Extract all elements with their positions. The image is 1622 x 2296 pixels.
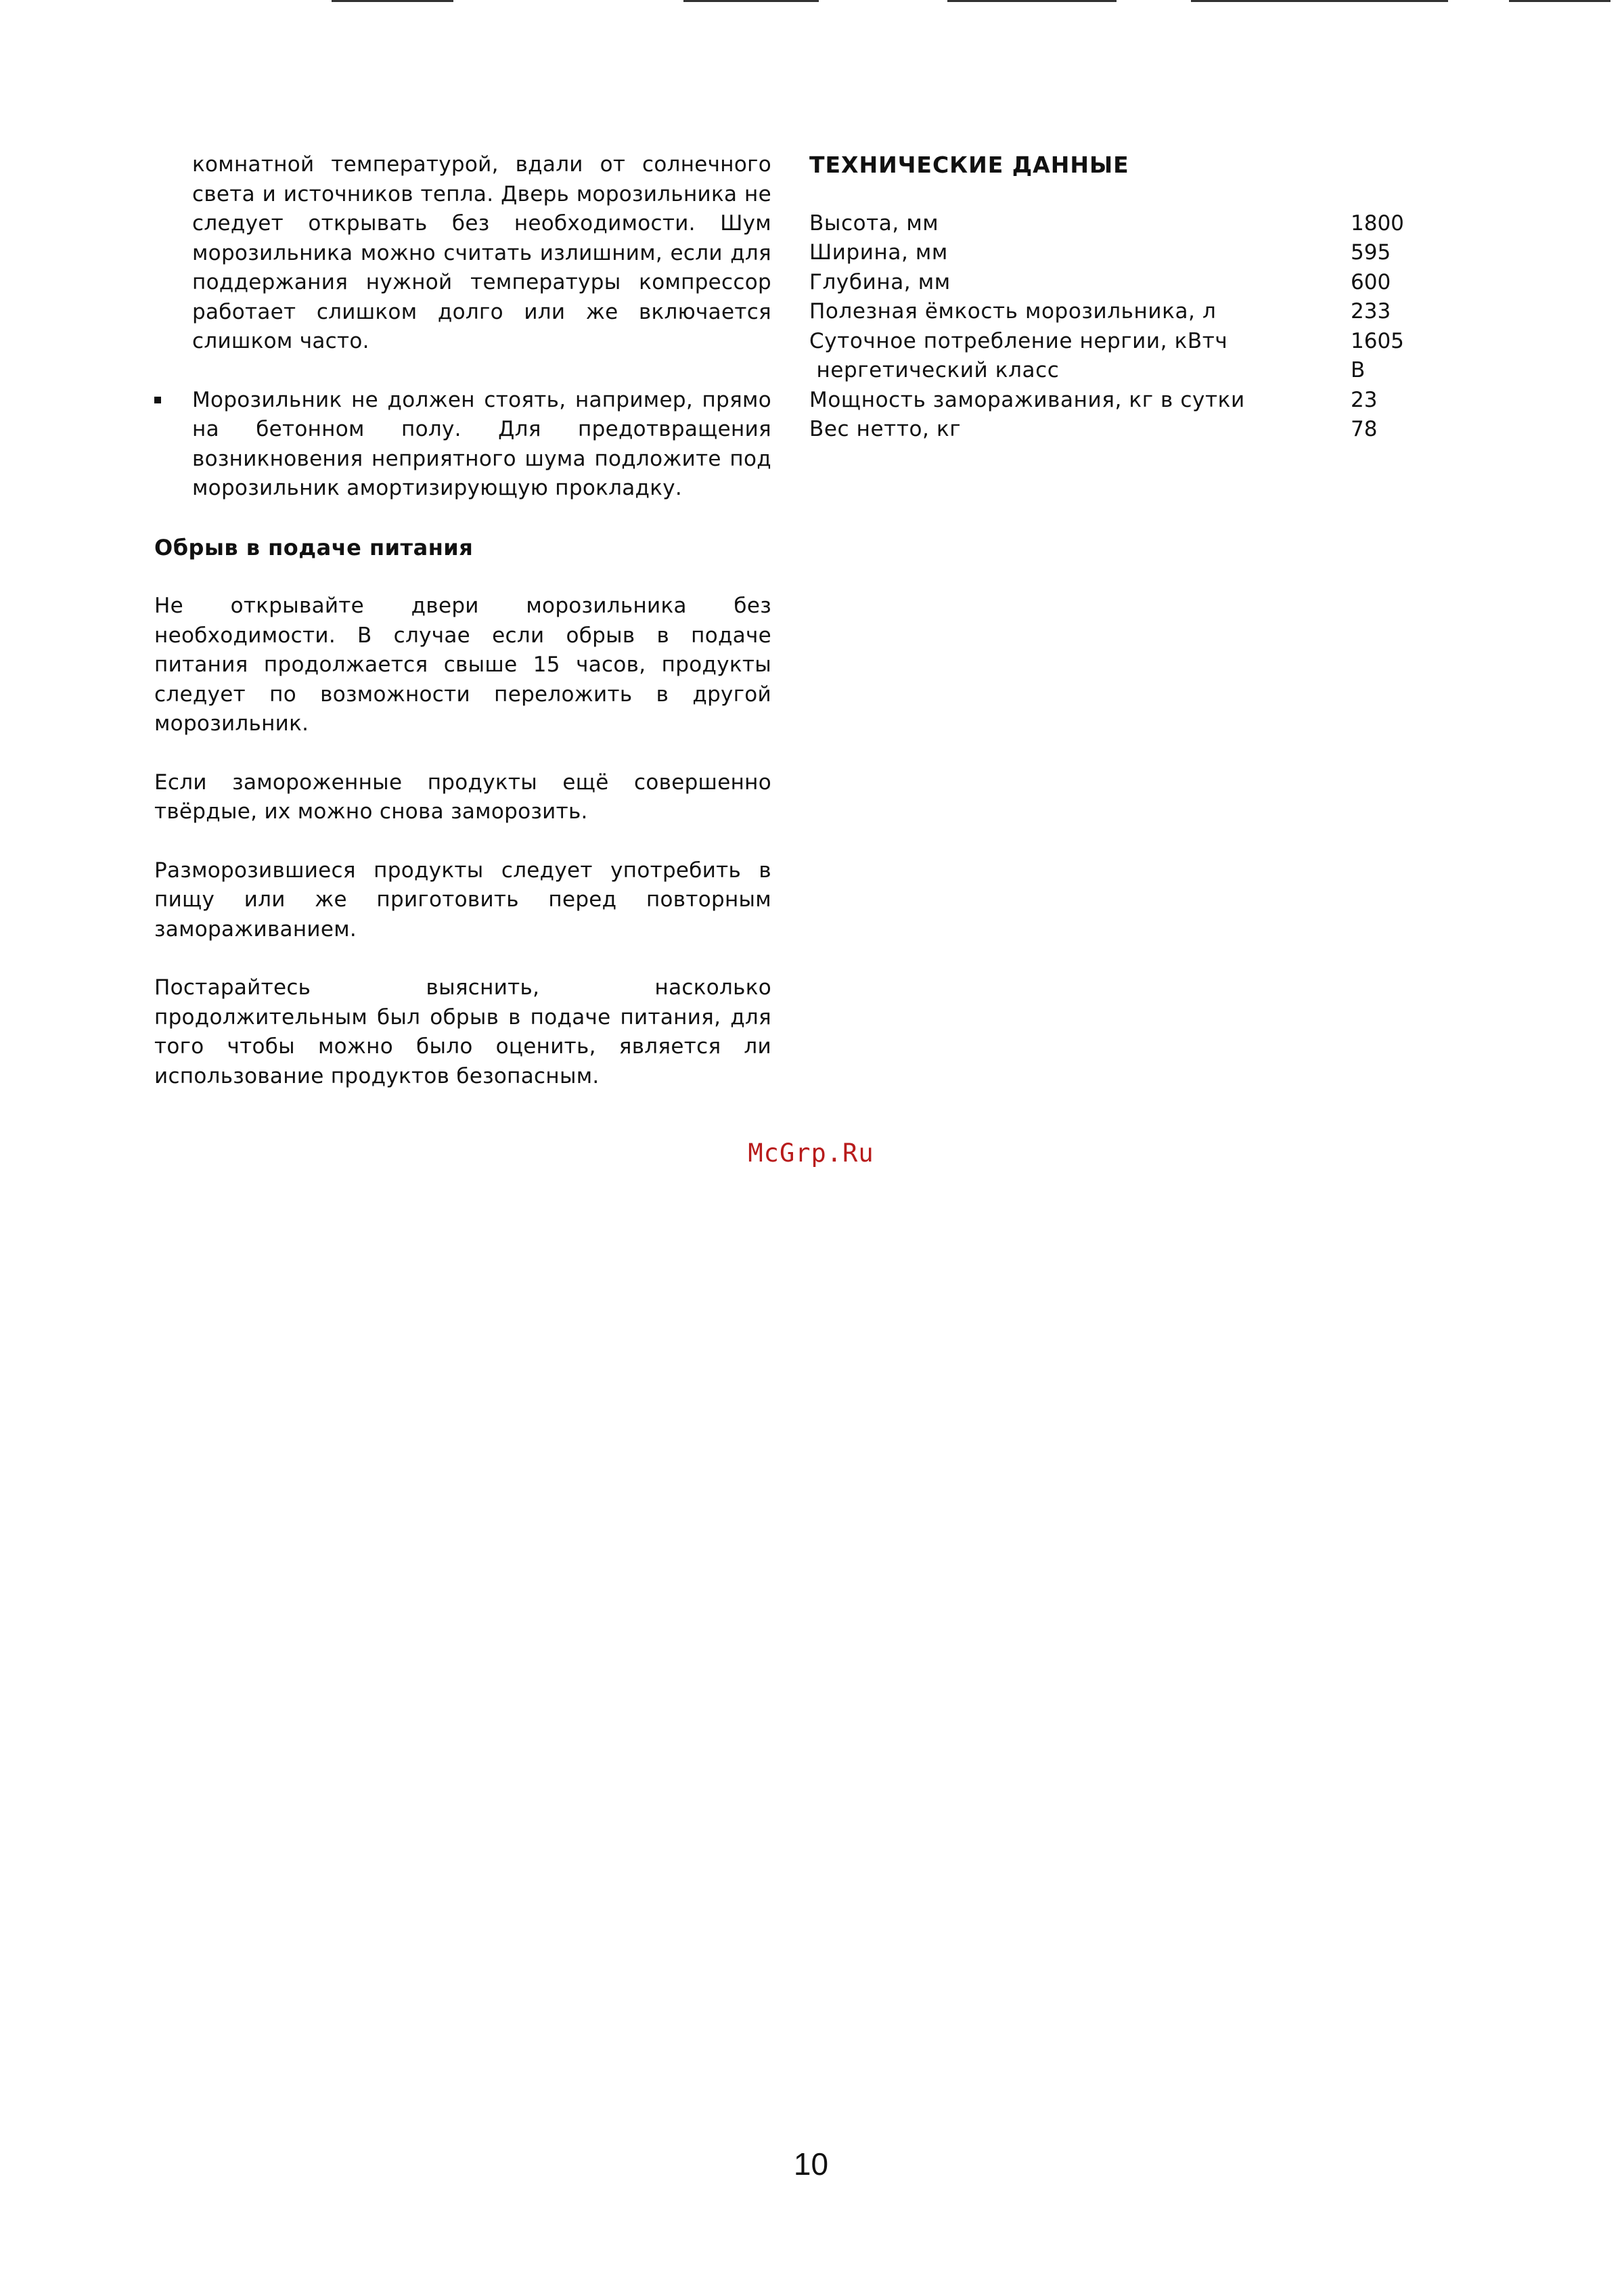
spec-value: 78 xyxy=(1351,417,1378,441)
spec-label: Высота, мм xyxy=(809,211,939,236)
power-failure-paragraph-3: Разморозившиеся продукты следует употребить в пищу или же приготовить перед повторным замораживанием. xyxy=(154,858,771,942)
spec-row xyxy=(809,238,1418,268)
bullet-icon xyxy=(154,397,161,403)
spec-value: 23 xyxy=(1351,387,1378,412)
spec-value: 600 xyxy=(1351,269,1391,294)
spec-value: B xyxy=(1351,358,1366,382)
spec-value: 595 xyxy=(1351,240,1391,265)
spec-label: Мощность замораживания, кг в сутки xyxy=(809,387,1245,412)
spec-label: Суточное потребление нергии, кВтч xyxy=(809,328,1228,353)
power-failure-paragraph-1: Не открывайте двери морозильника без необходимости. В случае если обрыв в подаче питания продолжается свыше 15 часов, продукты следует по возможности переложить в другой морозильник. xyxy=(154,594,771,736)
spec-row xyxy=(809,386,1418,416)
bullet-list-item xyxy=(154,386,771,504)
spec-label: Глубина, мм xyxy=(809,269,951,294)
right-column xyxy=(809,150,1418,445)
left-column xyxy=(154,150,771,1091)
watermark-link[interactable]: McGrp.Ru xyxy=(748,1139,874,1168)
spec-value: 233 xyxy=(1351,299,1391,324)
spec-row xyxy=(809,415,1418,445)
intro-paragraph: комнатной температурой, вдали от солнечного света и источников тепла. Дверь морозильника не следует открывать без необходимости. Шум морозильника можно считать излишним, если для поддержания нужной температуры компрессор работает слишком долго или же включается слишком часто. xyxy=(192,152,771,353)
spec-value: 1605 xyxy=(1351,328,1404,353)
power-failure-paragraph-4: Постарайтесь выяснить, насколько продолжительным был обрыв в подаче питания, для того чтобы можно было оценить, является ли использование продуктов безопасным. xyxy=(154,975,771,1088)
tech-data-table xyxy=(809,209,1418,445)
page-number: 10 xyxy=(793,2146,829,2182)
bullet-paragraph: Морозильник не должен стоять, например, прямо на бетонном полу. Для предотвращения возникновения неприятного шума подложите под морозильник амортизирующую прокладку. xyxy=(192,387,771,500)
spec-label: нергетический класс xyxy=(809,358,1060,382)
power-failure-heading: Обрыв в подаче питания xyxy=(154,534,474,560)
tech-data-heading: ТЕХНИЧЕСКИЕ ДАННЫЕ xyxy=(809,152,1129,178)
spec-row xyxy=(809,297,1418,327)
spec-label: Ширина, мм xyxy=(809,240,948,265)
spec-row xyxy=(809,356,1418,386)
spec-row xyxy=(809,327,1418,357)
spec-label: Полезная ёмкость морозильника, л xyxy=(809,299,1217,324)
power-failure-paragraph-2: Если замороженные продукты ещё совершенно твёрдые, их можно снова заморозить. xyxy=(154,770,771,824)
spec-value: 1800 xyxy=(1351,211,1404,236)
spec-label: Вес нетто, кг xyxy=(809,417,962,441)
spec-row xyxy=(809,268,1418,298)
spec-row xyxy=(809,209,1418,239)
scan-artifact-marks xyxy=(0,0,1622,7)
